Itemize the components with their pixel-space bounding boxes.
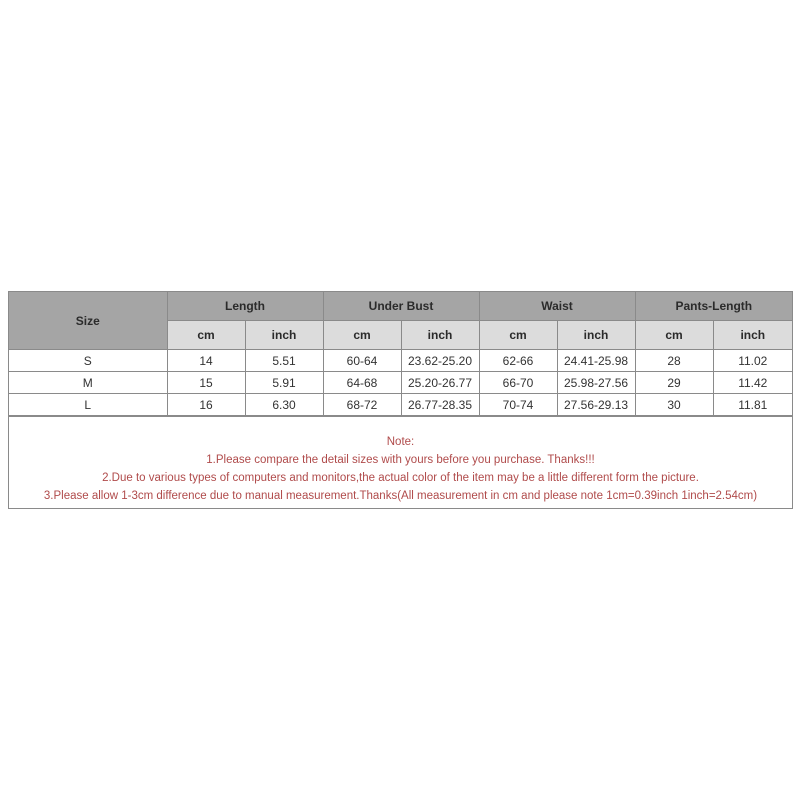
table-cell: 11.02 [713,350,792,372]
table-cell: 70-74 [479,394,557,416]
unit-header-cm: cm [479,321,557,350]
table-cell: 62-66 [479,350,557,372]
table-cell: 60-64 [323,350,401,372]
table-cell: 68-72 [323,394,401,416]
group-header-waist: Waist [479,292,635,321]
size-chart [8,291,793,509]
group-header-length: Length [167,292,323,321]
size-column-header: Size [9,292,167,350]
unit-header-inch: inch [401,321,479,350]
table-cell: 25.20-26.77 [401,372,479,394]
table-cell: 14 [167,350,245,372]
table-row [9,394,792,416]
table-cell: 11.42 [713,372,792,394]
table-cell: 5.51 [245,350,323,372]
table-cell: 66-70 [479,372,557,394]
note-line-1: 1.Please compare the detail sizes with yours before you purchase. Thanks!!! [206,454,595,466]
size-table [9,292,792,416]
table-cell: 23.62-25.20 [401,350,479,372]
header-row-groups [9,292,792,321]
table-cell: 25.98-27.56 [557,372,635,394]
group-header-under-bust: Under Bust [323,292,479,321]
unit-header-inch: inch [713,321,792,350]
size-cell: M [9,372,167,394]
table-cell: 29 [635,372,713,394]
table-cell: 30 [635,394,713,416]
unit-header-inch: inch [245,321,323,350]
unit-header-cm: cm [323,321,401,350]
note-section [9,416,792,508]
unit-header-cm: cm [635,321,713,350]
size-cell: S [9,350,167,372]
note-line-2: 2.Due to various types of computers and monitors,the actual color of the item may be a little different form the picture. [102,472,699,484]
table-cell: 5.91 [245,372,323,394]
table-row [9,372,792,394]
unit-header-cm: cm [167,321,245,350]
note-title: Note: [386,436,415,448]
table-cell: 26.77-28.35 [401,394,479,416]
table-cell: 24.41-25.98 [557,350,635,372]
group-header-pants-length: Pants-Length [635,292,792,321]
note-line-3: 3.Please allow 1-3cm difference due to manual measurement.Thanks(All measurement in cm and please note 1cm=0.39inch 1inch=2.54cm) [43,490,758,502]
table-row [9,350,792,372]
table-cell: 28 [635,350,713,372]
unit-header-inch: inch [557,321,635,350]
table-cell: 64-68 [323,372,401,394]
table-cell: 6.30 [245,394,323,416]
table-cell: 11.81 [713,394,792,416]
table-cell: 16 [167,394,245,416]
table-cell: 15 [167,372,245,394]
size-cell: L [9,394,167,416]
table-cell: 27.56-29.13 [557,394,635,416]
